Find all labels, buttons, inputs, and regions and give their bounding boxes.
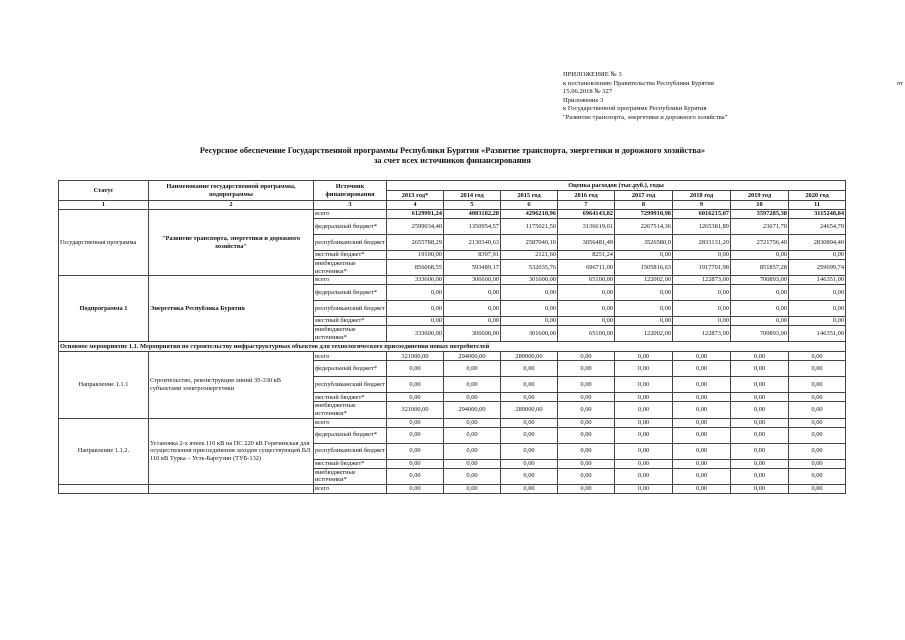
value-cell: 0,00 <box>444 377 501 393</box>
value-cell: 146351,00 <box>789 276 846 285</box>
value-cell: 0,00 <box>444 484 501 493</box>
row-name <box>149 484 314 493</box>
source-cell: всего <box>314 352 387 361</box>
value-cell: 0,00 <box>444 459 501 468</box>
value-cell: 0,00 <box>789 443 846 459</box>
value-cell: 8251,24 <box>558 251 615 260</box>
value-cell: 321000,00 <box>387 352 444 361</box>
value-cell: 532035,76 <box>501 260 558 276</box>
value-cell: 0,00 <box>673 301 731 317</box>
value-cell: 0,00 <box>444 301 501 317</box>
value-cell: 2587040,10 <box>501 235 558 251</box>
value-cell: 0,00 <box>387 393 444 402</box>
value-cell: 0,00 <box>501 317 558 326</box>
value-cell: 0,00 <box>731 418 789 427</box>
value-cell: 0,00 <box>558 377 615 393</box>
year-header: 2017 год <box>615 191 673 201</box>
value-cell: 0,00 <box>673 484 731 493</box>
value-cell: 0,00 <box>615 468 673 484</box>
value-cell: 0,00 <box>501 301 558 317</box>
value-cell: 0,00 <box>789 317 846 326</box>
document-title <box>0 146 905 166</box>
value-cell: 700893,00 <box>731 276 789 285</box>
value-cell: 0,00 <box>615 361 673 377</box>
row-name: "Развитие транспорта, энергетики и дорожного хозяйства" <box>149 210 314 276</box>
table-row <box>59 352 846 361</box>
value-cell: 0,00 <box>387 418 444 427</box>
value-cell: 289000,00 <box>501 352 558 361</box>
value-cell: 0,00 <box>501 285 558 301</box>
value-cell: 0,00 <box>615 459 673 468</box>
value-cell: 2833131,20 <box>673 235 731 251</box>
row-name: Энергетика Республика Бурятия <box>149 276 314 342</box>
value-cell: 696711,00 <box>558 260 615 276</box>
source-cell: внебюджетные источники* <box>314 468 387 484</box>
value-cell: 289000,00 <box>501 402 558 418</box>
source-cell: внебюджетные источники* <box>314 402 387 418</box>
appendix-line-2-row <box>563 79 903 89</box>
value-cell: 2267514,36 <box>615 219 673 235</box>
column-number: 2 <box>149 201 314 210</box>
value-cell: 0,00 <box>731 443 789 459</box>
value-cell: 0,00 <box>615 251 673 260</box>
value-cell: 0,00 <box>673 377 731 393</box>
column-number: 8 <box>615 201 673 210</box>
value-cell: 0,00 <box>731 484 789 493</box>
value-cell: 3115248,84 <box>789 210 846 219</box>
value-cell: 294000,00 <box>444 352 501 361</box>
column-number: 10 <box>731 201 789 210</box>
source-cell: республиканский бюджет <box>314 235 387 251</box>
value-cell: 3056481,49 <box>558 235 615 251</box>
year-header: 2020 год <box>789 191 846 201</box>
value-cell: 0,00 <box>444 418 501 427</box>
value-cell: 0,00 <box>615 427 673 443</box>
value-cell: 0,00 <box>789 377 846 393</box>
source-cell: внебюджетные источники* <box>314 326 387 342</box>
value-cell: 0,00 <box>731 361 789 377</box>
appendix-header <box>563 71 903 122</box>
value-cell: 333600,00 <box>387 326 444 342</box>
value-cell: 1265381,89 <box>673 219 731 235</box>
row-name: Строительство, реконструкция линий 35-330 кВ субъектами электроэнергетики <box>149 352 314 418</box>
value-cell: 0,00 <box>789 301 846 317</box>
header-numbers-row <box>59 201 846 210</box>
value-cell: 0,00 <box>558 484 615 493</box>
row-status <box>59 484 149 493</box>
value-cell: 2655788,29 <box>387 235 444 251</box>
row-status: Подпрограмма 1 <box>59 276 149 342</box>
value-cell: 0,00 <box>558 468 615 484</box>
value-cell: 0,00 <box>444 427 501 443</box>
value-cell: 122873,00 <box>673 326 731 342</box>
value-cell: 856068,55 <box>387 260 444 276</box>
appendix-line-1: ПРИЛОЖЕНИЕ № 3 <box>563 71 622 78</box>
value-cell: 0,00 <box>501 468 558 484</box>
value-cell: 0,00 <box>789 484 846 493</box>
value-cell: 0,00 <box>444 361 501 377</box>
value-cell: 0,00 <box>789 251 846 260</box>
value-cell: 0,00 <box>673 285 731 301</box>
source-cell: республиканский бюджет <box>314 443 387 459</box>
resource-table <box>58 180 846 494</box>
value-cell: 0,00 <box>387 361 444 377</box>
appendix-line-2-ot: от <box>896 79 903 87</box>
value-cell: 0,00 <box>501 393 558 402</box>
value-cell: 301600,00 <box>501 276 558 285</box>
appendix-line-3: 15.06.2018 № 327 <box>563 88 613 95</box>
value-cell: 0,00 <box>501 361 558 377</box>
value-cell: 122002,00 <box>615 326 673 342</box>
value-cell: 0,00 <box>387 427 444 443</box>
value-cell: 2599034,40 <box>387 219 444 235</box>
value-cell: 0,00 <box>789 427 846 443</box>
value-cell: 0,00 <box>673 427 731 443</box>
row-name: Установка 2-х ячеек 110 кВ на ПС 220 кВ Горячинская для осуществления присоединения заходов существующей ВЛ 110 кВ Турка – Усть-Баргузин (ТУБ-132) <box>149 418 314 484</box>
value-cell: 0,00 <box>387 443 444 459</box>
table-row <box>59 484 846 493</box>
value-cell: 0,00 <box>444 443 501 459</box>
column-number: 3 <box>314 201 387 210</box>
source-cell: всего <box>314 210 387 219</box>
year-header: 2014 год <box>444 191 501 201</box>
value-cell: 0,00 <box>558 443 615 459</box>
value-cell: 4296218,96 <box>501 210 558 219</box>
value-cell: 0,00 <box>501 459 558 468</box>
value-cell: 1917701,98 <box>673 260 731 276</box>
value-cell: 0,00 <box>501 377 558 393</box>
value-cell: 0,00 <box>789 361 846 377</box>
value-cell: 593489,17 <box>444 260 501 276</box>
value-cell: 294000,00 <box>444 402 501 418</box>
value-cell: 259699,74 <box>789 260 846 276</box>
appendix-line-5: к Государственной программе Республики Бурятия <box>563 105 707 112</box>
value-cell: 0,00 <box>558 285 615 301</box>
value-cell: 65100,00 <box>558 276 615 285</box>
value-cell: 0,00 <box>731 402 789 418</box>
value-cell: 1175021,50 <box>501 219 558 235</box>
value-cell: 0,00 <box>673 361 731 377</box>
value-cell: 2121,60 <box>501 251 558 260</box>
value-cell: 0,00 <box>558 427 615 443</box>
value-cell: 0,00 <box>558 459 615 468</box>
column-number: 9 <box>673 201 731 210</box>
value-cell: 321000,00 <box>387 402 444 418</box>
source-cell: местный бюджет* <box>314 317 387 326</box>
column-number: 4 <box>387 201 444 210</box>
value-cell: 0,00 <box>731 427 789 443</box>
value-cell: 0,00 <box>731 377 789 393</box>
value-cell: 0,00 <box>789 468 846 484</box>
value-cell: 0,00 <box>789 459 846 468</box>
source-cell: федеральный бюджет* <box>314 285 387 301</box>
value-cell: 3597285,38 <box>731 210 789 219</box>
value-cell: 0,00 <box>558 361 615 377</box>
column-number: 1 <box>59 201 149 210</box>
value-cell: 0,00 <box>789 285 846 301</box>
value-cell: 0,00 <box>673 459 731 468</box>
row-status: Направление 1.1.1 <box>59 352 149 418</box>
value-cell: 0,00 <box>558 418 615 427</box>
value-cell: 7299910,98 <box>615 210 673 219</box>
value-cell: 0,00 <box>673 443 731 459</box>
value-cell: 0,00 <box>673 402 731 418</box>
value-cell: 0,00 <box>615 443 673 459</box>
value-cell: 23671,70 <box>731 219 789 235</box>
value-cell: 0,00 <box>673 393 731 402</box>
value-cell: 0,00 <box>615 285 673 301</box>
source-cell: федеральный бюджет* <box>314 219 387 235</box>
source-cell: федеральный бюджет* <box>314 427 387 443</box>
value-cell: 0,00 <box>387 377 444 393</box>
value-cell: 122873,00 <box>673 276 731 285</box>
value-cell: 3526580,0 <box>615 235 673 251</box>
value-cell: 0,00 <box>615 484 673 493</box>
value-cell: 0,00 <box>731 393 789 402</box>
year-header: 2016 год <box>558 191 615 201</box>
column-number: 7 <box>558 201 615 210</box>
value-cell: 0,00 <box>615 377 673 393</box>
year-header: 2019 год <box>731 191 789 201</box>
value-cell: 6964143,82 <box>558 210 615 219</box>
year-header: 2018 год <box>673 191 731 201</box>
title-line-1: Ресурсное обеспечение Государственной программы Республики Бурятия «Развитие транспорта, энергетики и дорожного хозяйства» <box>199 146 706 155</box>
appendix-line-2: к постановлению Правительства Республики Бурятия <box>563 79 714 87</box>
value-cell: 0,00 <box>731 352 789 361</box>
value-cell: 333600,00 <box>387 276 444 285</box>
value-cell: 4083182,28 <box>444 210 501 219</box>
year-header: 2013 год* <box>387 191 444 201</box>
source-cell: всего <box>314 484 387 493</box>
table-row <box>59 210 846 219</box>
value-cell: 0,00 <box>673 251 731 260</box>
row-status: Направление 1.1.2. <box>59 418 149 484</box>
value-cell: 0,00 <box>501 484 558 493</box>
value-cell: 6016215,07 <box>673 210 731 219</box>
source-cell: всего <box>314 418 387 427</box>
value-cell: 0,00 <box>731 251 789 260</box>
value-cell: 0,00 <box>731 459 789 468</box>
value-cell: 1505816,63 <box>615 260 673 276</box>
value-cell: 0,00 <box>387 317 444 326</box>
value-cell: 0,00 <box>615 317 673 326</box>
table-body <box>59 210 846 494</box>
value-cell: 306600,00 <box>444 326 501 342</box>
value-cell: 6129991,24 <box>387 210 444 219</box>
table-row <box>59 418 846 427</box>
appendix-line-4: Приложение 3 <box>563 96 604 104</box>
value-cell: 0,00 <box>789 418 846 427</box>
row-status: Государственная программа <box>59 210 149 276</box>
value-cell: 0,00 <box>501 418 558 427</box>
source-cell: республиканский бюджет <box>314 301 387 317</box>
value-cell: 2830894,40 <box>789 235 846 251</box>
value-cell: 0,00 <box>673 352 731 361</box>
value-cell: 0,00 <box>501 427 558 443</box>
header-estimate: Оценка расходов (тыс.руб.), годы <box>387 181 846 191</box>
value-cell: 0,00 <box>673 418 731 427</box>
value-cell: 0,00 <box>558 352 615 361</box>
header-status: Статус <box>59 181 149 201</box>
value-cell: 0,00 <box>387 301 444 317</box>
value-cell: 0,00 <box>615 402 673 418</box>
value-cell: 19100,00 <box>387 251 444 260</box>
value-cell: 0,00 <box>789 393 846 402</box>
value-cell: 0,00 <box>387 484 444 493</box>
value-cell: 0,00 <box>444 393 501 402</box>
value-cell: 0,00 <box>615 418 673 427</box>
section-row <box>59 342 846 352</box>
value-cell: 0,00 <box>444 285 501 301</box>
source-cell: республиканский бюджет <box>314 377 387 393</box>
value-cell: 0,00 <box>387 285 444 301</box>
value-cell: 65100,00 <box>558 326 615 342</box>
column-number: 5 <box>444 201 501 210</box>
value-cell: 0,00 <box>558 301 615 317</box>
column-number: 6 <box>501 201 558 210</box>
value-cell: 0,00 <box>501 443 558 459</box>
value-cell: 1350954,57 <box>444 219 501 235</box>
value-cell: 0,00 <box>731 285 789 301</box>
value-cell: 0,00 <box>731 301 789 317</box>
value-cell: 0,00 <box>615 352 673 361</box>
source-cell: местный бюджет* <box>314 459 387 468</box>
value-cell: 0,00 <box>558 393 615 402</box>
value-cell: 0,00 <box>558 317 615 326</box>
header-source: Источник финансирования <box>314 181 387 201</box>
source-cell: местный бюджет* <box>314 251 387 260</box>
value-cell: 2130340,63 <box>444 235 501 251</box>
value-cell: 2721756,40 <box>731 235 789 251</box>
table-header <box>59 181 846 210</box>
value-cell: 301600,00 <box>501 326 558 342</box>
value-cell: 0,00 <box>615 301 673 317</box>
value-cell: 0,00 <box>444 317 501 326</box>
value-cell: 8397,91 <box>444 251 501 260</box>
source-cell: местный бюджет* <box>314 393 387 402</box>
value-cell: 0,00 <box>789 352 846 361</box>
table-row <box>59 276 846 285</box>
value-cell: 0,00 <box>444 468 501 484</box>
appendix-line-6: "Развитие транспорта, энергетики и дорожного хозяйства" <box>563 113 728 121</box>
value-cell: 0,00 <box>387 459 444 468</box>
value-cell: 122002,00 <box>615 276 673 285</box>
value-cell: 0,00 <box>731 468 789 484</box>
source-cell: внебюджетные источники* <box>314 260 387 276</box>
source-cell: всего <box>314 276 387 285</box>
year-header: 2015 год <box>501 191 558 201</box>
column-number: 11 <box>789 201 846 210</box>
value-cell: 0,00 <box>731 317 789 326</box>
header-name: Наименование государственной программы, подпрограммы <box>149 181 314 201</box>
value-cell: 24654,70 <box>789 219 846 235</box>
value-cell: 146351,00 <box>789 326 846 342</box>
value-cell: 0,00 <box>615 393 673 402</box>
title-line-2: за счет всех источников финансирования <box>374 156 531 165</box>
value-cell: 306600,00 <box>444 276 501 285</box>
value-cell: 0,00 <box>673 317 731 326</box>
section-title: Основное мероприятие 1.1. Мероприятия по строительству инфраструктурных объектов для технологического присоединения новых потребителей <box>59 342 846 352</box>
value-cell: 700893,00 <box>731 326 789 342</box>
value-cell: 0,00 <box>387 468 444 484</box>
value-cell: 0,00 <box>558 402 615 418</box>
value-cell: 0,00 <box>789 402 846 418</box>
value-cell: 3136619,01 <box>558 219 615 235</box>
source-cell: федеральный бюджет* <box>314 361 387 377</box>
value-cell: 0,00 <box>673 468 731 484</box>
value-cell: 851857,28 <box>731 260 789 276</box>
